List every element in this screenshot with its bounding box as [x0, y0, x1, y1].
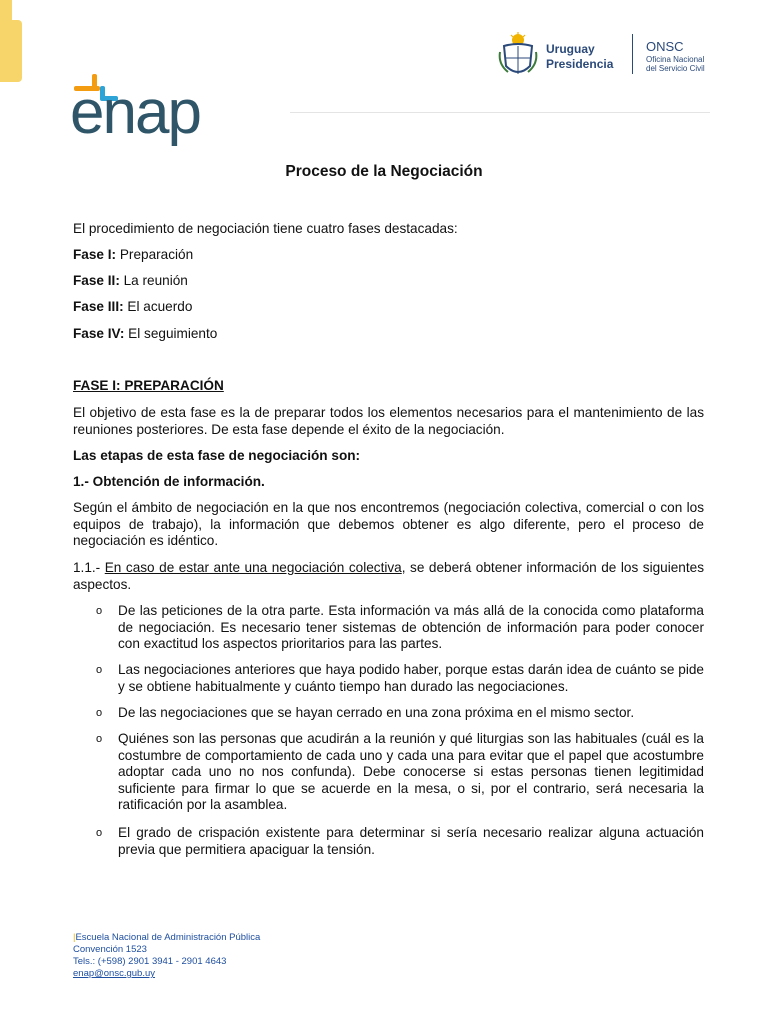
phase-label: Fase III: — [73, 299, 124, 314]
footer-bar: | — [73, 932, 76, 943]
step-heading: 1.- Obtención de información. — [73, 474, 265, 489]
enap-logo-text: enap — [70, 78, 200, 147]
phase-label: Fase IV: — [73, 326, 125, 341]
logo-divider — [632, 34, 633, 74]
phase-text: La reunión — [119, 273, 188, 288]
header-divider — [290, 112, 710, 113]
phase-text: El acuerdo — [123, 299, 193, 314]
intro-paragraph: El procedimiento de negociación tiene cuatro fases destacadas: — [73, 221, 458, 236]
subsection-number: 1.1.- — [73, 560, 105, 575]
uruguay-presidencia-logo — [498, 30, 728, 85]
onsc-subtitle: Oficina Nacional — [646, 55, 705, 64]
list-item: De las peticiones de la otra parte. Esta información va más allá de la conocida como plataforma de negociación. Es necesario tener sistemas de obtención de información para poder conocer con exactitud los aspectos prioritarios para las partes. — [118, 603, 704, 651]
phase-item — [73, 299, 704, 316]
bullet-icon: o — [96, 733, 103, 745]
onsc-subtitle: del Servicio Civil — [646, 64, 705, 73]
phase-text: El seguimiento — [124, 326, 218, 341]
stages-heading: Las etapas de esta fase de negociación son: — [73, 448, 361, 463]
footer — [73, 932, 260, 980]
phase-label: Fase I: — [73, 247, 117, 262]
phase-item — [73, 247, 704, 264]
phase-item — [73, 273, 704, 290]
footer-email-link[interactable]: enap@onsc.gub.uy — [73, 968, 156, 979]
list-item: Quiénes son las personas que acudirán a la reunión y qué liturgias son las habituales (cuál es la costumbre de comportamiento de cada uno y cada una para evitar que el papel que acostumbre adoptar cada uno no nos confunda). Debe conocerse si estas personas tienen legitimidad suficiente para firmar lo que se acuerde en la mesa, o si, por el contrario, será necesaria la ratificación por la asamblea. — [118, 731, 704, 812]
corner-accent-bar — [0, 20, 22, 82]
phase-label: Fase II: — [73, 273, 120, 288]
list-item: El grado de crispación existente para determinar si sería necesario realizar alguna actuación previa que permitiera apaciguar la tensión. — [118, 825, 704, 857]
footer-org — [73, 932, 260, 944]
page-title: Proceso de la Negociación — [285, 163, 483, 180]
uruguay-seal-icon — [498, 32, 538, 78]
list-item: De las negociaciones que se hayan cerrado en una zona próxima en el mismo sector. — [118, 705, 635, 720]
footer-org-name: Escuela Nacional de Administración Pública — [75, 932, 261, 943]
phase-text: Preparación — [116, 247, 194, 262]
subsection-underlined: En caso de estar ante una negociación colectiva — [104, 560, 402, 575]
objective-paragraph: El objetivo de esta fase es la de preparar todos los elementos necesarios para el mantenimiento de las reuniones posteriores. De esta fase depende el éxito de la negociación. — [73, 405, 704, 437]
subsection-paragraph — [73, 560, 704, 593]
presidencia-label: Presidencia — [546, 57, 614, 71]
bullet-icon: o — [96, 605, 103, 617]
enap-logo — [70, 70, 240, 160]
section-heading: FASE I: PREPARACIÓN — [73, 378, 224, 393]
bullet-icon: o — [96, 707, 103, 719]
bullet-icon: o — [96, 664, 103, 676]
step-paragraph: Según el ámbito de negociación en la que nos encontremos (negociación colectiva, comercial o con los equipos de trabajo), la información que debemos obtener es algo diferente, pero el proceso de negociación es idéntico. — [73, 500, 704, 548]
footer-phones: Tels.: (+598) 2901 3941 - 2901 4643 — [73, 956, 227, 967]
subsection-text: , se deberá obtener información de los siguientes aspectos. — [73, 560, 704, 592]
onsc-label: ONSC — [646, 39, 684, 54]
uruguay-label: Uruguay — [546, 42, 595, 56]
bullet-icon: o — [96, 827, 103, 839]
corner-accent — [0, 0, 12, 22]
footer-address: Convención 1523 — [73, 944, 147, 955]
list-item: Las negociaciones anteriores que haya podido haber, porque estas darán idea de cuánto se pide y se obtiene habitualmente y cuánto tiempo han durado las negociaciones. — [118, 662, 704, 694]
phase-item — [73, 326, 704, 343]
